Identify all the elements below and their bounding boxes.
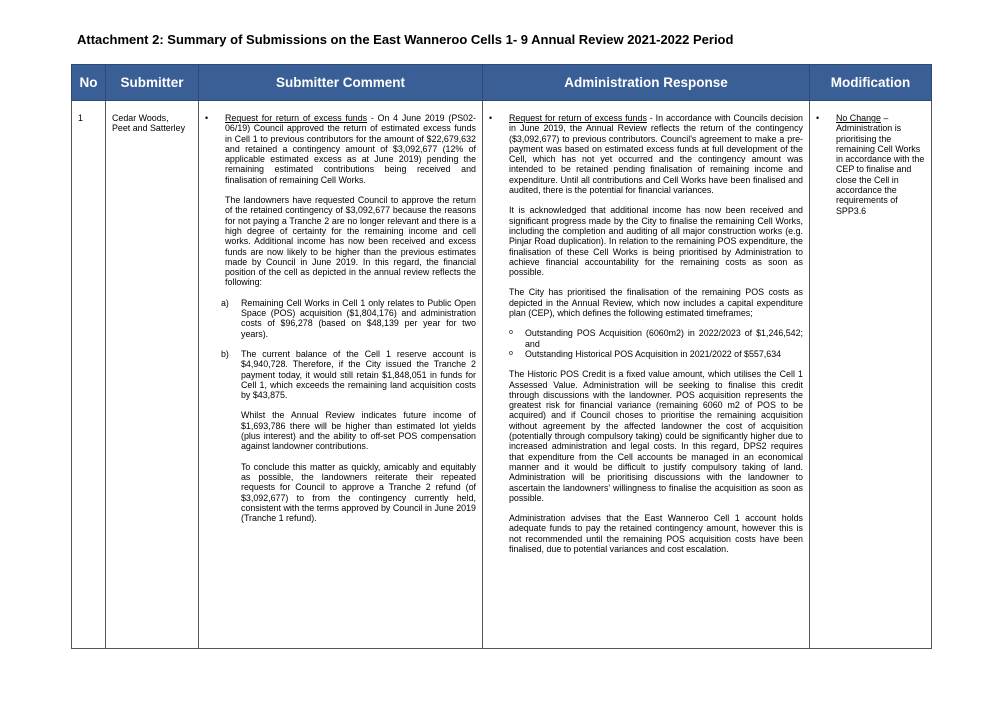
response-list-item-1-text: Outstanding POS Acquisition (6060m2) in 2022/2023 of $1,246,542; and [525,328,803,349]
submitter-name: Cedar Woods, Peet and Satterley [112,113,186,134]
response-list-item-2-text: Outstanding Historical POS Acquisition in 2021/2022 of $557,634 [525,348,782,359]
table-row [72,101,932,649]
item-label-b: b) [221,348,229,359]
comment-item-a [205,298,476,339]
comment-item-b [205,349,476,523]
circle-bullet-icon: o [509,349,513,357]
cell-comment [199,101,483,649]
comment-para-1 [225,113,476,185]
cell-submitter [106,101,199,649]
response-para-5: Administration advises that the East Wanneroo Cell 1 account holds adequate funds to pay the retained contingency amount, however this is not recommended until the remaining POS acquisition costs have been finalised, due to potential variances and cost escalation. [509,513,803,554]
comment-item-b-para-2: Whilst the Annual Review indicates future income of $1,693,786 there will be higher than estimated lot yields (plus interest) and the ability to off-set POS compensation against landowner contributions. [241,410,476,452]
response-para-2: It is acknowledged that additional income has now been received and significant progress made by the City to finalise the remaining Cell Works, including the completion and auditing of all major construction works (e.g. Pinjar Road duplication). In relation to the remaining POS expenditure, the finalisation of these Cell Works is being prioritised by Administration to achieve financial accountability for the remaining costs as soon as possible. [509,205,803,278]
response-para-4: The Historic POS Credit is a fixed value amount, which utilises the Cell 1 Assessed Value. Administration will be seeking to finalise this credit through discussions with the landowner. POS acquisition represents the greatest risk for financial variance (remaining 6060 m2 of POS to be acquired) and if Council choses to prioritise the remaining acquisition without agreement by the affected landowner the cost of acquisition (potentially through compulsory taking) could be significantly higher due to increased administration and legal costs. In this regard, DPS2 requires that expenditure from the Cell accounts be managed in an economical manner and it would be difficult to justify compulsory taking of land. Administration will be prioritising discussions with the landowner to ascertain the landowners' willingness to finalise the acquisition as soon as possible. [509,369,803,503]
modification-bullet-item [816,113,925,216]
response-para-3: The City has prioritised the finalisation of the remaining POS costs as depicted in the Annual Review, which now includes a capital expenditure plan (CEP), which defines the following estimated timeframes; [509,287,803,319]
modification-text: – Administration is prioritising the remaining Cell Works in accordance with the CEP to finalise and close the Cell in accordance the requirements of SPP3.6 [836,113,925,216]
comment-heading: Request for return of excess funds [225,113,368,123]
comment-bullet-item [205,113,476,288]
row-number: 1 [78,113,83,123]
header-administration-response: Administration Response [483,65,810,101]
circle-bullet-icon: o [509,329,513,337]
response-list-item-1 [509,328,803,349]
response-bullet-item [489,113,803,554]
header-submitter: Submitter [106,65,199,101]
modification-heading: No Change [836,113,881,123]
comment-para-1-text: - On 4 June 2019 (PS02-06/19) Council approved the return of estimated excess funds in Cell 1 to previous contributors for the amount of $22,679,632 and retained a contingency amount of $3,092,677 (12% of applicable estimated excess as at June 2019) pending the remaining estimated contributions being received and finalisation of remaining Cell Works. [225,113,476,185]
comment-item-b-text: The current balance of the Cell 1 reserve account is $4,940,728. Therefore, if the City issued the Tranche 2 payment today, it would still retain $1,848,051 in funds for Cell 1, which exceeds the remaining land acquisition costs by $43,875. [241,348,476,401]
cell-response [483,101,810,649]
comment-item-b-para-3: To conclude this matter as quickly, amicably and equitably as possible, the landowners reiterate their repeated requests for Council to approve a Tranche 2 refund (of $3,092,677) to from the contingency currently held, consistent with the terms approved by Council in June 2019 (Tranche 1 refund). [241,461,476,524]
response-para-1 [509,113,803,195]
cell-no [72,101,106,649]
comment-item-a-text: Remaining Cell Works in Cell 1 only relates to Public Open Space (POS) acquisition ($1,804,176) and administration costs of $96,278 (based on $48,139 per year for two years). [241,297,476,339]
table-header-row [72,65,932,101]
item-label-a: a) [221,297,229,308]
response-para-1-text: - In accordance with Councils decision in June 2019, the Annual Review reflects the return of the contingency ($3,092,677) to previous contributors. Council's agreement to make a pre-payment was based on estimated excess funds at full development of the Cell, which has not yet occurred and the contingency amount was intended to be retained pending finalisation of remaining income and expenditure. Until all contributions and Cell Works have been finalised and audited, there is the potential for financial variances. [509,113,803,196]
header-no: No [72,65,106,101]
header-submitter-comment: Submitter Comment [199,65,483,101]
cell-modification [810,101,932,649]
response-list-item-2 [509,349,803,359]
response-heading: Request for return of excess funds [509,113,647,123]
submissions-table [71,64,932,649]
bullet-icon: • [205,113,209,123]
bullet-icon: • [816,113,820,123]
header-modification: Modification [810,65,932,101]
bullet-icon: • [489,113,493,123]
comment-para-2: The landowners have requested Council to approve the return of the retained contingency of $3,092,677 because the reasons for not paying a Tranche 2 are no longer relevant and there is a high degree of certainty for the remaining income and cell works. Additional income has now been received and excess funds are now likely to be higher than the previous estimates made by Council in June 2019. In this regard, the financial position of the cell as depicted in the annual review reflects the following: [225,195,476,288]
page-title: Attachment 2: Summary of Submissions on the East Wanneroo Cells 1- 9 Annual Review 2021-2022 Period [77,32,734,47]
